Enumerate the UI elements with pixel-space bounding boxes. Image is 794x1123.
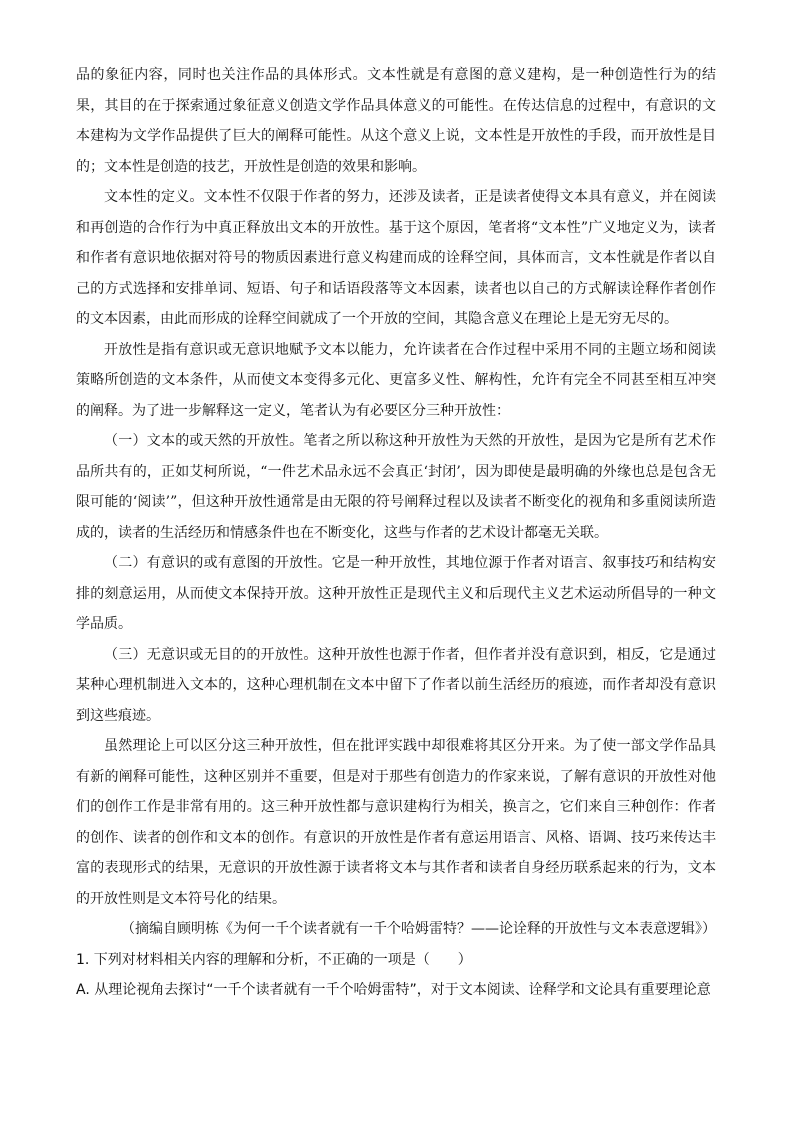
paragraph-7: 虽然理论上可以区分这三种开放性，但在批评实践中却很难将其区分开来。为了使一部文学作品具有新的阐释可能性，这种区别并不重要，但是对于那些有创造力的作家来说，了解有意识的开放性对他们的创作工作是非常有用的。这三种开放性都与意识建构行为相关，换言之，它们来自三种创作：作者的创作、读者的创作和文本的创作。有意识的开放性是作者有意运用语言、风格、语调、技巧来传达丰富的表现形式的结果，无意识的开放性源于读者将文本与其作者和读者自身经历联系起来的行为，文本的开放性则是文本符号化的结果。 — [76, 738, 716, 907]
paragraph-2: 文本性的定义。文本性不仅限于作者的努力，还涉及读者，正是读者使得文本具有意义，并在阅读和再创造的合作行为中真正释放出文本的开放性。基于这个原因，笔者将“文本性”广义地定义为，读者和作者有意识地依据对符号的物质因素进行意义构建而成的诠释空间，具体而言，文本性就是作者以自己的方式选择和安排单词、短语、句子和话语段落等文本因素，读者也以自己的方式解读诠释作者创作的文本因素，由此而形成的诠释空间就成了一个开放的空间，其隐含意义在理论上是无穷无尽的。 — [76, 189, 716, 327]
paragraph-1: 品的象征内容，同时也关注作品的具体形式。文本性就是有意图的意义建构，是一种创造性行为的结果，其目的在于探索通过象征意义创造文学作品具体意义的可能性。在传达信息的过程中，有意识的文本建构为文学作品提供了巨大的阐释可能性。从这个意义上说，文本性是开放性的手段，而开放性是目的；文本性是创造的技艺，开放性是创造的效果和影响。 — [76, 67, 716, 175]
document-page — [76, 60, 716, 1006]
paragraph-3: 开放性是指有意识或无意识地赋予文本以能力，允许读者在合作过程中采用不同的主题立场和阅读策略所创造的文本条件，从而使文本变得多元化、更富多义性、解构性，允许有完全不同甚至相互冲突的阐释。为了进一步解释这一定义，笔者认为有必要区分三种开放性： — [76, 341, 716, 419]
paragraph-6: （三）无意识或无目的的开放性。这种开放性也源于作者，但作者并没有意识到，相反，它是通过某种心理机制进入文本的，这种心理机制在文本中留下了作者以前生活经历的痕迹，而作者却没有意识到这些痕迹。 — [76, 646, 716, 724]
paragraph-5: （二）有意识的或有意图的开放性。它是一种开放性，其地位源于作者对语言、叙事技巧和结构安排的刻意运用，从而使文本保持开放。这种开放性正是现代主义和后现代主义艺术运动所倡导的一种文学品质。 — [76, 555, 716, 632]
paragraph-4: （一）文本的或天然的开放性。笔者之所以称这种开放性为天然的开放性，是因为它是所有艺术作品所共有的，正如艾柯所说，“一件艺术品永远不会真正‘封闭’，因为即使是最明确的外缘也总是包含无限可能的‘阅读’”，但这种开放性通常是由无限的符号阐释过程以及读者不断变化的视角和多重阅读所造成的，读者的生活经历和情感条件也在不断变化，这些与作者的艺术设计都毫无关联。 — [76, 433, 716, 541]
question-option-a: A. 从理论视角去探讨“一千个读者就有一千个哈姆雷特”，对于文本阅读、诠释学和文论具有重要理论意 — [76, 982, 711, 998]
question-stem: 1. 下列对材料相关内容的理解和分析，不正确的一项是（ ） — [76, 951, 472, 968]
source-citation: （摘编自顾明栋《为何一千个读者就有一千个哈姆雷特？——论诠释的开放性与文本表意逻辑》） — [121, 921, 716, 937]
